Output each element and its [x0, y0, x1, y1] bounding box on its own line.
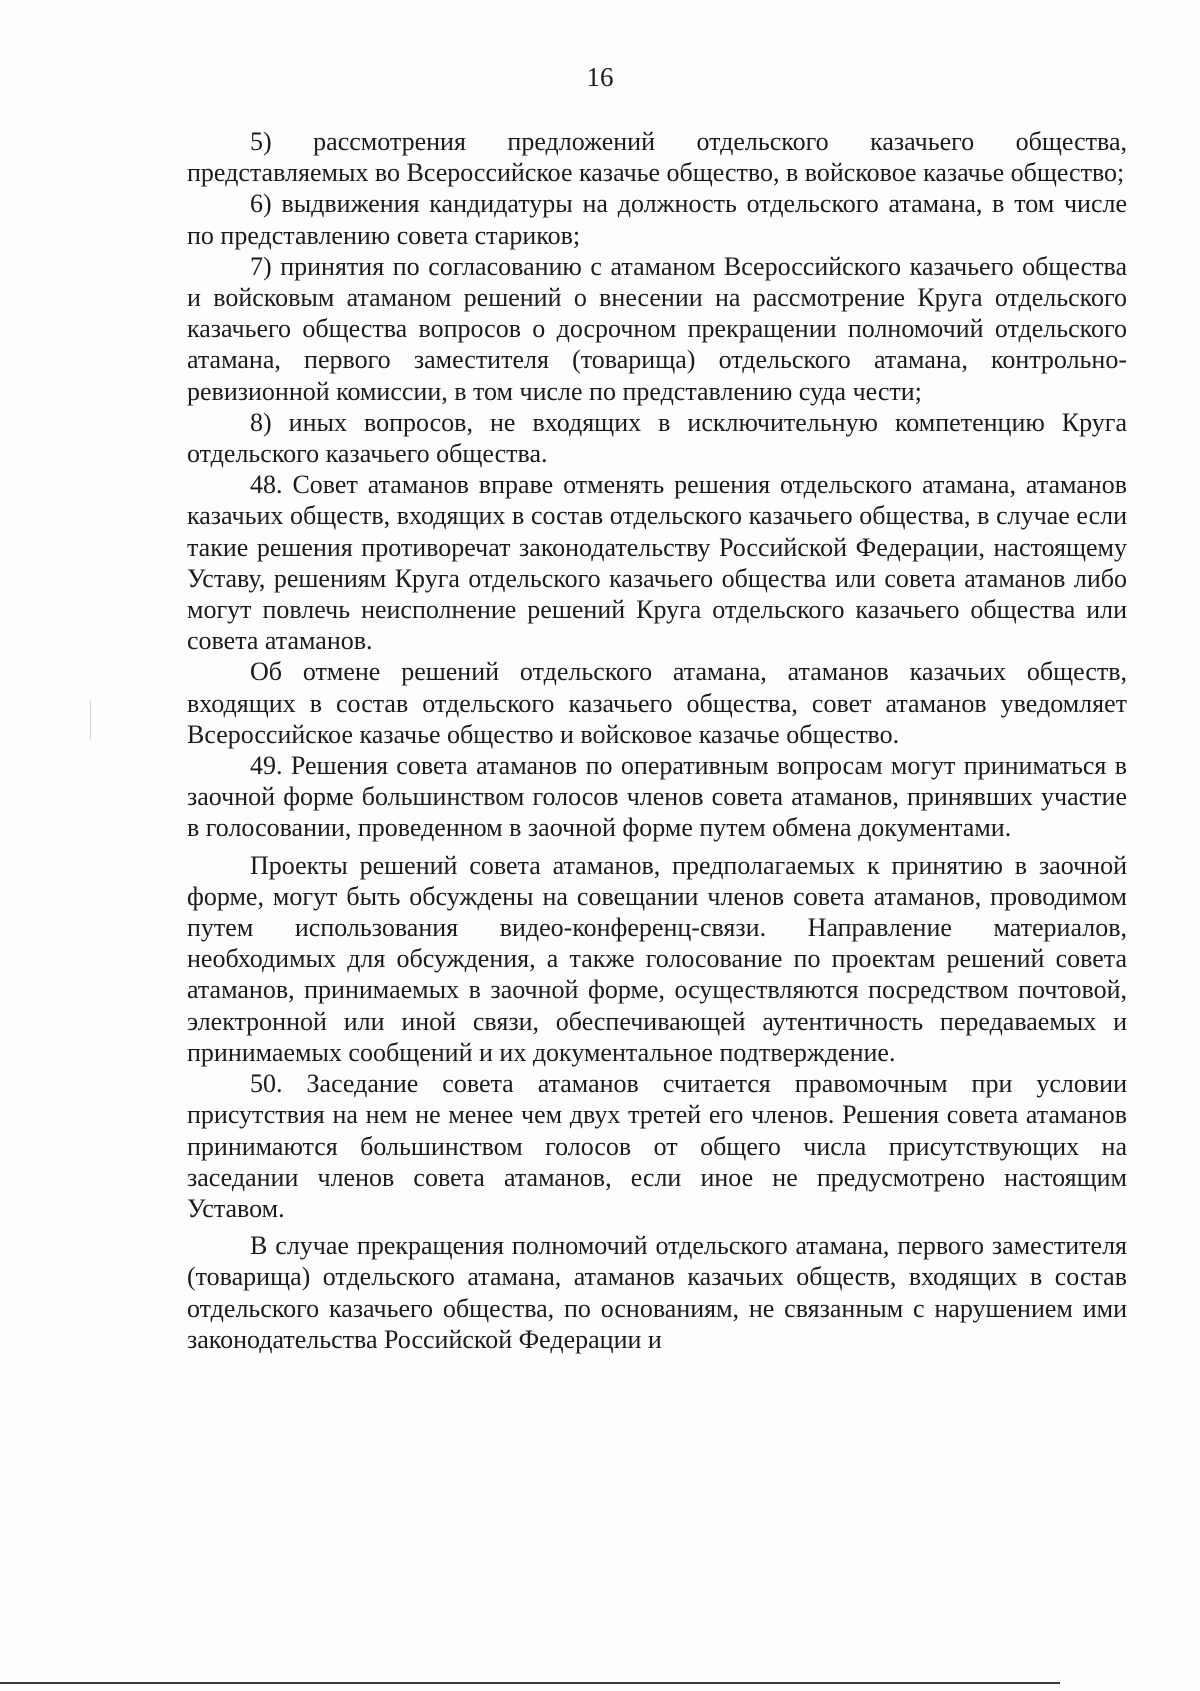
paragraph-item-5: 5) рассмотрения предложений отдельского казачьего общества, представляемых во Всероссийское казачье общество, в войсковое казачье общество;	[187, 127, 1127, 188]
page-number: 16	[586, 62, 614, 92]
paragraph-clause-50: 50. Заседание совета атаманов считается правомочным при условии присутствия на нем не менее чем двух третей его членов. Решения совета атаманов принимаются большинством голосов от общего числа присутствующих на заседании членов совета атаманов, если иное не предусмотрено настоящим Уставом.	[187, 1069, 1127, 1223]
paragraph-item-6: 6) выдвижения кандидатуры на должность отдельского атамана, в том числе по представлению совета стариков;	[187, 189, 1127, 250]
paragraph-item-8: 8) иных вопросов, не входящих в исключительную компетенцию Круга отдельского казачьего общества.	[187, 407, 1127, 469]
document-body	[187, 126, 1127, 1355]
paragraph-item-7: 7) принятия по согласованию с атаманом Всероссийского казачьего общества и войсковым атаманом решений о внесении на рассмотрение Круга отдельского казачьего общества вопросов о досрочном прекращении полномочий отдельского атамана, первого заместителя (товарища) отдельского атамана, контрольно-ревизионной комиссии, в том числе по представлению суда чести;	[187, 251, 1127, 406]
paragraph-clause-50-termination: В случае прекращения полномочий отдельского атамана, первого заместителя (товарища) отдельского атамана, атаманов казачьих обществ, входящих в состав отдельского казачьего общества, по основаниям, не связанным с нарушением ими законодательства Российской Федерации и	[187, 1231, 1127, 1354]
paragraph-clause-49: 49. Решения совета атаманов по оперативным вопросам могут приниматься в заочной форме большинством голосов членов совета атаманов, принявших участие в голосовании, проведенном в заочной форме путем обмена документами.	[187, 751, 1127, 843]
scan-margin-mark	[90, 700, 91, 740]
bottom-rule-line	[0, 1682, 1060, 1684]
paragraph-clause-48-notice: Об отмене решений отдельского атамана, атаманов казачьих обществ, входящих в состав отдельского казачьего общества, совет атаманов уведомляет Всероссийское казачье общество и войсковое казачье общество.	[187, 657, 1127, 749]
paragraph-clause-48: 48. Совет атаманов вправе отменять решения отдельского атамана, атаманов казачьих обществ, входящих в состав отдельского казачьего общества, в случае если такие решения противоречат законодательству Российской Федерации, настоящему Уставу, решениям Круга отдельского казачьего общества или совета атаманов либо могут повлечь неисполнение решений Круга отдельского казачьего общества или совета атаманов.	[187, 470, 1127, 656]
paragraph-clause-49-drafts: Проекты решений совета атаманов, предполагаемых к принятию в заочной форме, могут быть обсуждены на совещании членов совета атаманов, проводимом путем использования видео-конференц-связи. Направление материалов, необходимых для обсуждения, а также голосование по проектам решений совета атаманов, принимаемых в заочной форме, осуществляются посредством почтовой, электронной или иной связи, обеспечивающей аутентичность передаваемых и принимаемых сообщений и их документальное подтверждение.	[187, 850, 1127, 1067]
